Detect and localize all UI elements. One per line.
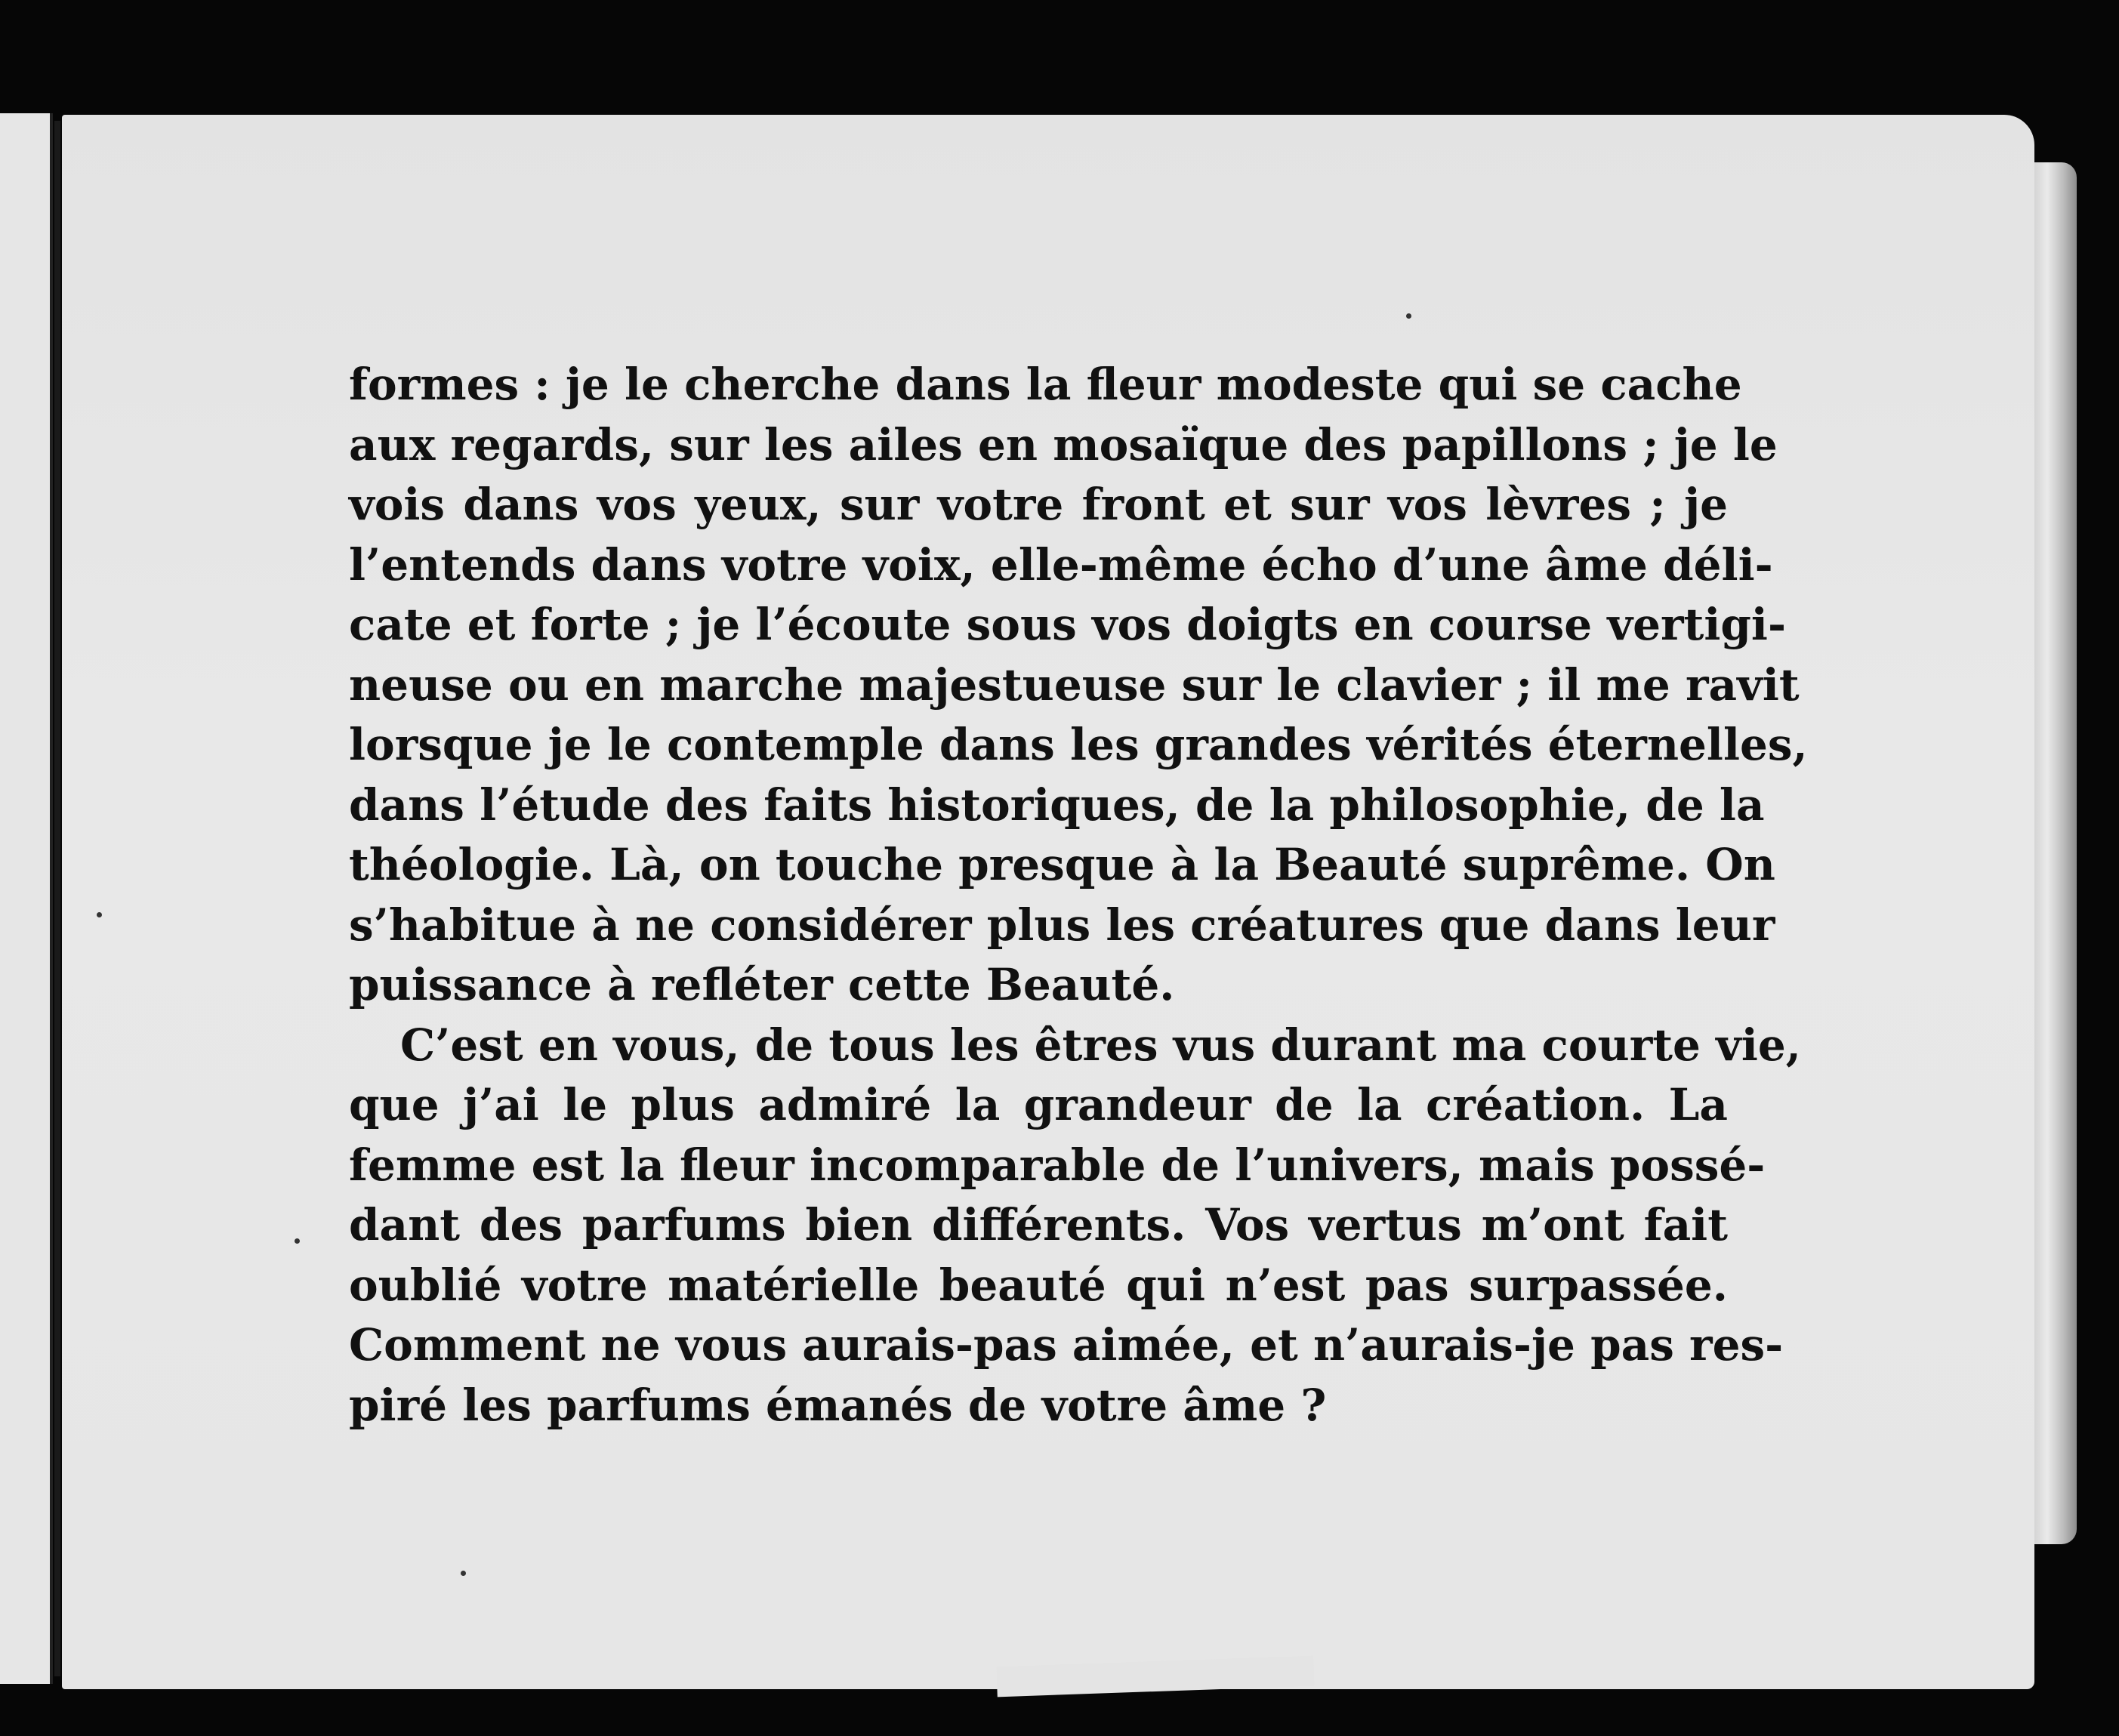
text-line: s’habitue à ne considérer plus les créatures que dans leur — [349, 899, 1775, 951]
text-line: vois dans vos yeux, sur votre front et sur vos lèvres ; je — [349, 479, 1728, 530]
text-line: théologie. Là, on touche presque à la Beauté suprême. On — [349, 839, 1775, 890]
left-facing-page-edge — [0, 113, 53, 1684]
text-line: dant des parfums bien différents. Vos vertus m’ont fait — [349, 1199, 1728, 1250]
text-line: l’entends dans votre voix, elle-même écho d’une âme déli- — [349, 538, 1773, 590]
text-line: que j’ai le plus admiré la grandeur de la création. La — [349, 1079, 1728, 1130]
text-line: dans l’étude des faits historiques, de la philosophie, de la — [349, 779, 1765, 831]
text-line: piré les parfums émanés de votre âme ? — [349, 1379, 1327, 1431]
book-gutter — [54, 121, 60, 1676]
print-speck — [1406, 313, 1411, 319]
right-page-stack-edge — [2031, 162, 2077, 1544]
print-speck — [295, 1238, 300, 1244]
text-line: formes : je le cherche dans la fleur modeste qui se cache — [349, 359, 1742, 410]
print-speck — [461, 1571, 466, 1576]
paragraph-2 — [349, 1016, 1801, 1436]
paragraph-1 — [349, 355, 1808, 1016]
text-line: neuse ou en marche majestueuse sur le clavier ; il me ravit — [349, 658, 1800, 711]
text-line: oublié votre matérielle beauté qui n’est pas surpassée. — [349, 1259, 1728, 1311]
text-line: puissance à refléter cette Beauté. — [349, 959, 1175, 1010]
body-text — [349, 355, 1808, 1435]
text-line: aux regards, sur les ailes en mosaïque des papillons ; je le — [349, 418, 1778, 470]
print-speck — [97, 912, 102, 917]
text-line: C’est en vous, de tous les êtres vus durant ma courte vie, — [400, 1019, 1801, 1071]
text-line: cate et forte ; je l’écoute sous vos doigts en course vertigi- — [349, 599, 1787, 650]
text-line: femme est la fleur incomparable de l’univers, mais possé- — [349, 1139, 1766, 1191]
text-line: Comment ne vous aurais-pas aimée, et n’aurais-je pas res- — [349, 1319, 1784, 1371]
text-line: lorsque je le contemple dans les grandes vérités éternelles, — [349, 719, 1808, 770]
